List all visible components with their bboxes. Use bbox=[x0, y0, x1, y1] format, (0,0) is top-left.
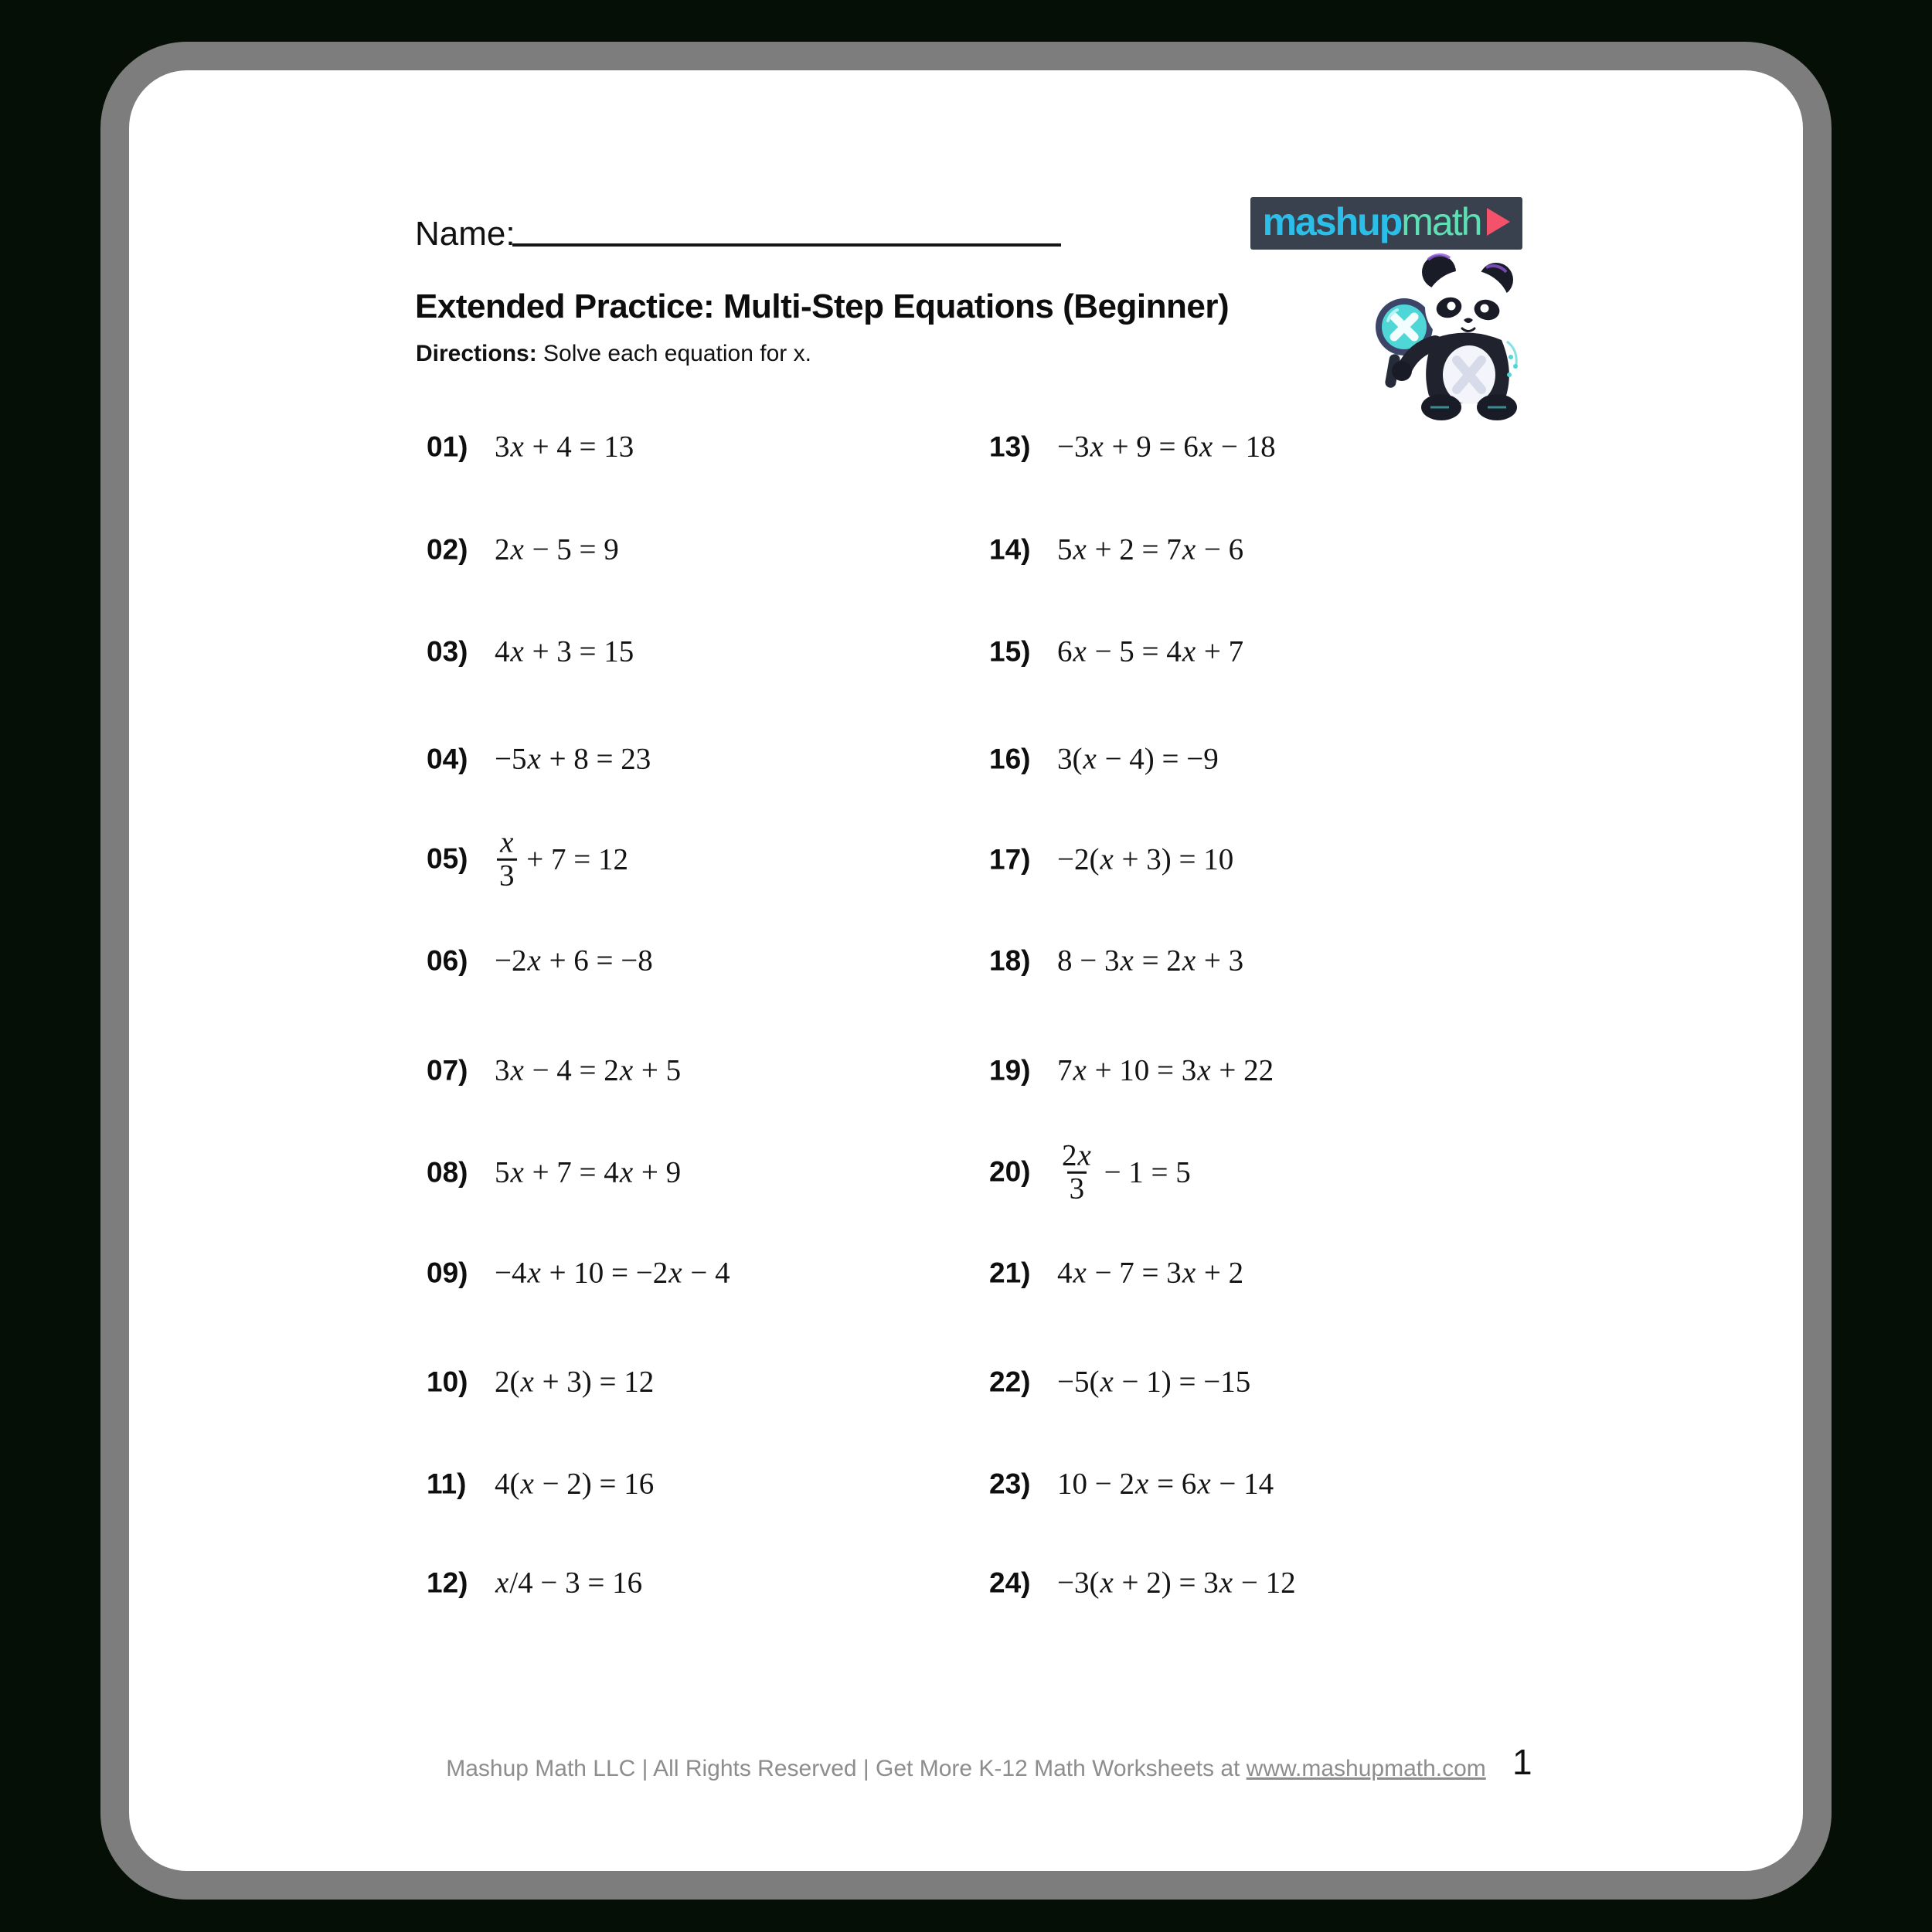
problem-equation: −4x + 10 = −2x − 4 bbox=[495, 1256, 730, 1290]
problem-number: 19) bbox=[989, 1054, 1031, 1086]
problem-number: 20) bbox=[989, 1156, 1031, 1188]
problem-row bbox=[427, 1053, 681, 1088]
problem-number: 08) bbox=[427, 1156, 468, 1188]
problem-equation: 2x − 5 = 9 bbox=[495, 532, 619, 566]
problem-number: 05) bbox=[427, 843, 468, 875]
problem-number: 16) bbox=[989, 743, 1031, 774]
problem-row bbox=[427, 430, 634, 464]
mashupmath-logo bbox=[1250, 197, 1522, 250]
problem-number: 21) bbox=[989, 1257, 1031, 1288]
problem-number: 24) bbox=[989, 1566, 1031, 1598]
problem-row bbox=[989, 1256, 1243, 1291]
problem-row bbox=[989, 430, 1276, 464]
fraction: $\frac{2x}{3}$ bbox=[1062, 1138, 1091, 1206]
problem-row bbox=[427, 825, 628, 893]
page-number: 1 bbox=[1512, 1742, 1532, 1782]
problem-row bbox=[427, 1155, 681, 1190]
problem-number: 04) bbox=[427, 743, 468, 774]
problem-row bbox=[427, 1467, 654, 1502]
problem-number: 15) bbox=[989, 635, 1031, 667]
problem-row bbox=[989, 634, 1243, 669]
fraction: $\frac{x}{3}$ bbox=[497, 828, 517, 892]
problem-equation: 5x + 2 = 7x − 6 bbox=[1057, 532, 1244, 566]
problem-equation: 8 − 3x = 2x + 3 bbox=[1057, 944, 1244, 978]
problem-equation: 3x − 4 = 2x + 5 bbox=[495, 1053, 682, 1087]
problem-equation: 5x + 7 = 4x + 9 bbox=[495, 1155, 682, 1189]
problem-row bbox=[989, 944, 1243, 978]
problem-equation: 10 − 2x = 6x − 14 bbox=[1057, 1467, 1274, 1501]
problem-row bbox=[989, 1467, 1274, 1502]
problem-equation: −5(x − 1) = −15 bbox=[1057, 1365, 1251, 1399]
name-fill-line[interactable] bbox=[512, 194, 1061, 247]
problem-row bbox=[427, 1256, 730, 1291]
problem-equation: 3x + 4 = 13 bbox=[495, 430, 634, 464]
problem-number: 06) bbox=[427, 944, 468, 976]
play-icon bbox=[1487, 208, 1510, 236]
problem-row bbox=[989, 1365, 1250, 1400]
problem-row bbox=[989, 532, 1243, 567]
problem-equation: $\frac{x}{3}$ + 7 = 12 bbox=[495, 828, 628, 892]
footer-text: Mashup Math LLC | All Rights Reserved | Get More K-12 Math Worksheets at bbox=[446, 1756, 1247, 1781]
problem-number: 09) bbox=[427, 1257, 468, 1288]
problem-number: 18) bbox=[989, 944, 1031, 976]
worksheet-title: Extended Practice: Multi-Step Equations (Beginner) bbox=[415, 287, 1230, 325]
problem-row bbox=[989, 842, 1233, 877]
problem-number: 02) bbox=[427, 533, 468, 565]
problem-equation: −5x + 8 = 23 bbox=[495, 742, 651, 776]
problem-number: 10) bbox=[427, 1366, 468, 1397]
problem-row bbox=[989, 1138, 1191, 1206]
problem-equation: 2(x + 3) = 12 bbox=[495, 1365, 655, 1399]
problem-equation: −2x + 6 = −8 bbox=[495, 944, 653, 978]
problem-number: 12) bbox=[427, 1566, 468, 1598]
problem-number: 03) bbox=[427, 635, 468, 667]
problem-number: 17) bbox=[989, 843, 1031, 875]
problem-number: 11) bbox=[427, 1468, 467, 1499]
problem-equation: 7x + 10 = 3x + 22 bbox=[1057, 1053, 1274, 1087]
problem-equation: 3(x − 4) = −9 bbox=[1057, 742, 1219, 776]
problem-equation: −3x + 9 = 6x − 18 bbox=[1057, 430, 1276, 464]
footer-link[interactable]: www.mashupmath.com bbox=[1246, 1756, 1486, 1781]
problem-equation: 6x − 5 = 4x + 7 bbox=[1057, 634, 1244, 668]
problem-row bbox=[989, 1566, 1296, 1600]
problem-equation: x/4 − 3 = 16 bbox=[495, 1566, 643, 1600]
problem-number: 22) bbox=[989, 1366, 1031, 1397]
problem-number: 23) bbox=[989, 1468, 1031, 1499]
directions-text: Solve each equation for x. bbox=[536, 341, 811, 366]
problem-equation: −3(x + 2) = 3x − 12 bbox=[1057, 1566, 1296, 1600]
problem-row bbox=[427, 1566, 642, 1600]
problem-row bbox=[989, 742, 1219, 777]
logo-text-mashup: mashup bbox=[1262, 200, 1402, 243]
directions-label: Directions: bbox=[416, 341, 537, 366]
panda-mascot-image bbox=[1364, 249, 1538, 423]
problem-equation: 4x + 3 = 15 bbox=[495, 634, 634, 668]
problem-number: 07) bbox=[427, 1054, 468, 1086]
logo-text-math: math bbox=[1401, 200, 1481, 243]
problem-equation: 4x − 7 = 3x + 2 bbox=[1057, 1256, 1244, 1290]
footer bbox=[129, 1756, 1803, 1782]
problem-number: 13) bbox=[989, 430, 1031, 462]
problem-row bbox=[427, 944, 653, 978]
problem-row bbox=[427, 634, 634, 669]
directions bbox=[416, 340, 811, 368]
problem-row bbox=[427, 742, 651, 777]
problem-equation: $\frac{2x}{3}$ − 1 = 5 bbox=[1057, 1141, 1191, 1205]
problem-equation: 4(x − 2) = 16 bbox=[495, 1467, 655, 1501]
problem-row bbox=[989, 1053, 1274, 1088]
problem-number: 14) bbox=[989, 533, 1031, 565]
problem-equation: −2(x + 3) = 10 bbox=[1057, 842, 1234, 876]
problem-number: 01) bbox=[427, 430, 468, 462]
problem-row bbox=[427, 1365, 654, 1400]
name-label: Name: bbox=[415, 215, 515, 253]
problem-row bbox=[427, 532, 619, 567]
worksheet-page bbox=[100, 42, 1832, 1900]
